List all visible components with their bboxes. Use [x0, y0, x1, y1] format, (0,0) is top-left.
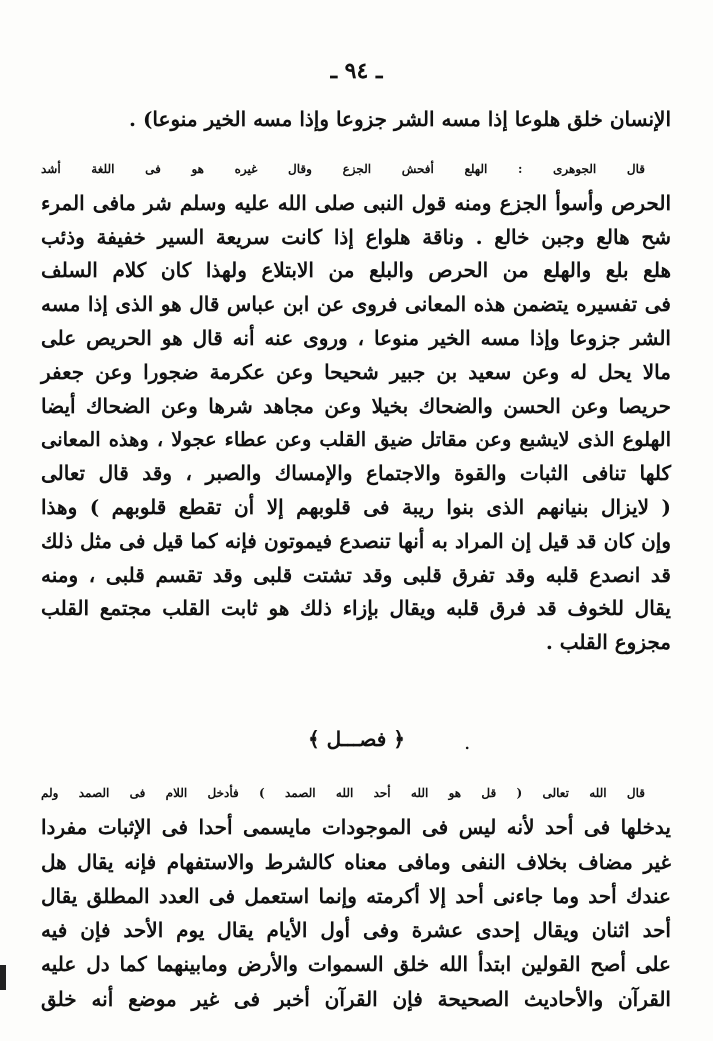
verse-continuation	[41, 103, 671, 137]
stray-dot: .	[464, 730, 471, 754]
text-line: شح هالع وجبن خالع . وناقة هلواع إذا كانت سريعة السير خفيفة وذئب	[41, 224, 671, 249]
text-line: مجزوع القلب .	[545, 630, 671, 655]
text-line: يدخلها فى أحد لأنه ليس فى الموجودات مايسمى أحدا فى الإثبات مفردا	[41, 815, 671, 840]
page-number: ـ ٩٤ ـ	[330, 58, 383, 84]
text-line: عندك أحد وما جاءنى أحد إلا أكرمته وإنما استعمل فى العدد المطلق يقال	[41, 883, 671, 908]
text-line: قال الجوهرى : الهلع أفحش الجزع وقال غيره هو فى اللغة أشد	[41, 162, 645, 176]
text-line: كلها تنافى الثبات والقوة والاجتماع والإمساك والصبر ، وقد قال تعالى	[41, 461, 671, 486]
text-line: ( لايزال بنيانهم الذى بنوا ريبة فى قلوبهم إلا أن تقطع قلوبهم ) وهذا	[41, 494, 671, 519]
paragraph-halaa	[41, 153, 671, 660]
text-line: هلع بلع والهلع من الحرص والبلع من الابتلاع ولهذا كان كلام السلف	[41, 258, 671, 283]
text-line: مالا يحل له وعن سعيد بن جبير شحيحا وعن عكرمة ضجورا وعن جعفر	[41, 359, 671, 384]
text-line: حريصا وعن الحسن والضحاك بخيلا وعن مجاهد شرها وعن الضحاك أيضا	[41, 393, 671, 418]
text-line: قال الله تعالى ( قل هو الله أحد الله الصمد ) فأدخل اللام فى الصمد ولم	[41, 786, 645, 800]
page-edge-mark	[0, 965, 6, 990]
text-line: الحرص وأسوأ الجزع ومنه قول النبى صلى الله عليه وسلم شر مافى المرء	[41, 190, 671, 215]
text-line: غير مضاف بخلاف النفى ومافى معناه كالشرط والاستفهام فإنه يقال هل	[41, 849, 671, 874]
text-line: الإنسان خلق هلوعا إذا مسه الشر جزوعا وإذا مسه الخير منوعا) .	[129, 107, 671, 131]
text-line: وإن كان قد قيل إن المراد به أنها تنصدع فيموتون فإنه كما قيل فى مثل ذلك	[41, 528, 671, 553]
text-line: يقال للخوف قد فرق قلبه ويقال بإزاء ذلك هو ثابت القلب مجتمع القلب	[41, 596, 671, 621]
text-line: الشر جزوعا وإذا مسه الخير منوعا ، وروى عنه أنه قال هو الحريص على	[41, 325, 671, 350]
text-line: الهلوع الذى لايشبع وعن مقاتل ضيق القلب وعن عطاء عجولا ، وهذه المعانى	[41, 428, 671, 452]
section-heading: ﴿ فصـــل ﴾	[308, 727, 405, 751]
text-line: القرآن والأحاديث الصحيحة فإن القرآن أخبر فى غير موضع أنه خلق	[41, 986, 671, 1011]
paragraph-ahad	[41, 776, 671, 1016]
text-line: أحد اثنان ويقال إحدى عشرة وفى أول الأيام يقال يوم الأحد فإن فيه	[41, 918, 671, 943]
text-line: على أصح القولين ابتدأ الله خلق السموات والأرض ومابينهما كما دل عليه	[41, 952, 671, 977]
text-line: قد انصدع قلبه وقد تفرق قلبى وقد تشتت قلبى وقد تقسم قلبى ، ومنه	[41, 562, 671, 587]
text-line: فى تفسيره يتضمن هذه المعانى فروى عن ابن عباس قال هو الذى إذا مسه	[41, 292, 671, 317]
